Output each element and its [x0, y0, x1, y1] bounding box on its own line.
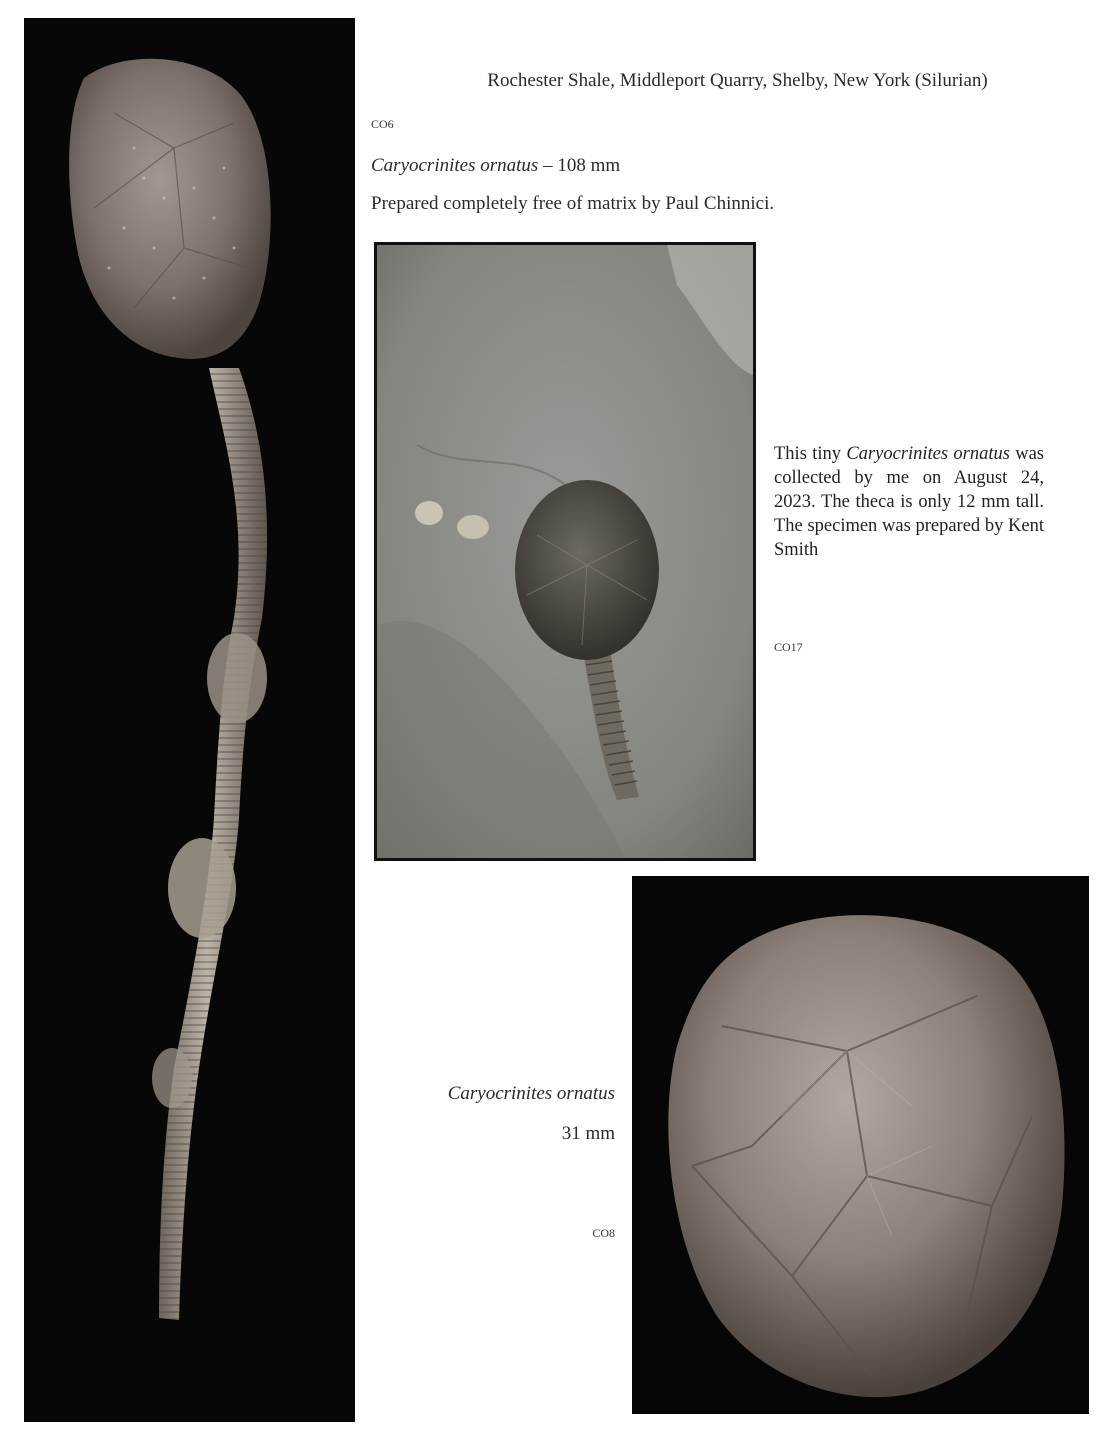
tiny-specimen-description [774, 442, 1044, 562]
specimen-1-species: Caryocrinites ornatus [371, 155, 539, 176]
rock-specimen-illustration [377, 245, 753, 858]
tiny-text-post: was collected by me on August 24, 2023. The theca is only 12 mm tall. The specimen was prepared by Kent Smith [774, 444, 1045, 560]
specimen-1-caption [371, 155, 620, 177]
specimen-3-species: Caryocrinites ornatus [447, 1083, 615, 1104]
catalog-code-third: CO8 [592, 1226, 615, 1240]
photo-tiny-specimen-in-matrix [374, 242, 756, 861]
specimen-3-size: 31 mm [561, 1123, 615, 1144]
tiny-text-pre: This tiny [774, 444, 847, 464]
specimen-1-size: – 108 mm [538, 155, 621, 176]
catalog-code-first: CO6 [371, 117, 394, 131]
crinoid-full-illustration [24, 18, 355, 1422]
tiny-text-species: Caryocrinites ornatus [846, 444, 1010, 464]
preparation-note: Prepared completely free of matrix by Paul Chinnici. [371, 193, 775, 214]
photo-full-specimen [24, 18, 355, 1422]
theca-closeup-illustration [632, 876, 1089, 1414]
catalog-code-second: CO17 [774, 640, 803, 654]
photo-theca-closeup [632, 876, 1089, 1414]
locality-heading: Rochester Shale, Middleport Quarry, Shelby, New York (Silurian) [487, 70, 988, 91]
